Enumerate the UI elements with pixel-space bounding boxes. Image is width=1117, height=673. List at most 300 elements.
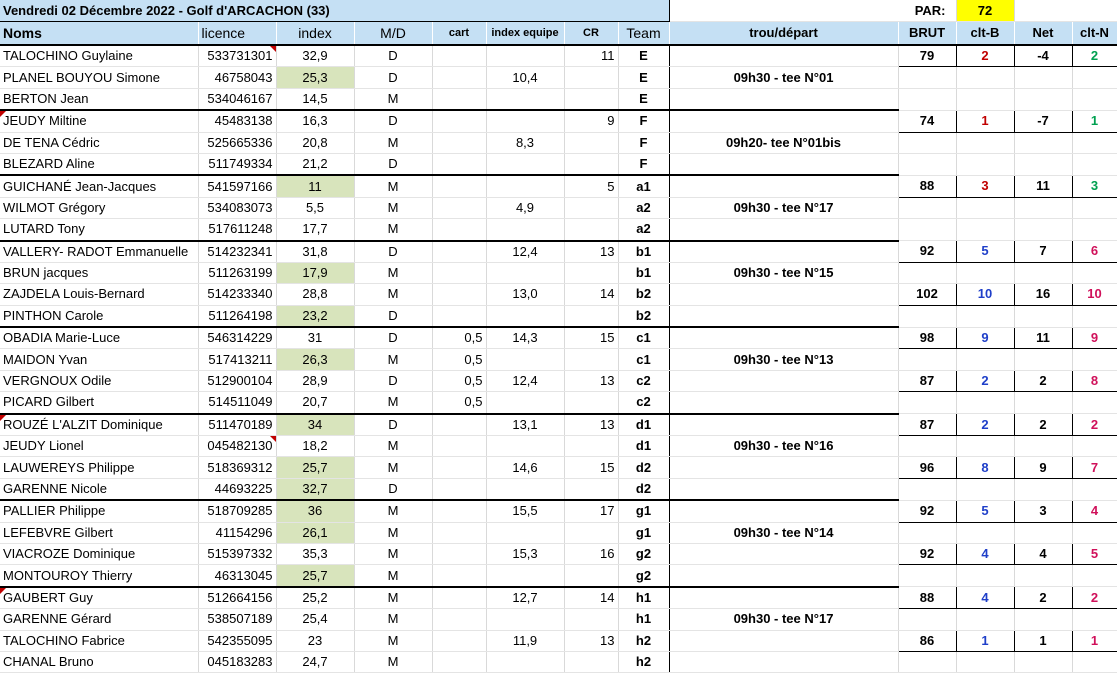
tee-time-cell[interactable] xyxy=(669,543,898,564)
clt-b-cell[interactable] xyxy=(956,392,1014,414)
licence-cell[interactable]: 511470189 xyxy=(198,414,276,436)
net-cell[interactable]: 16 xyxy=(1014,284,1072,305)
index-equipe-cell[interactable] xyxy=(486,609,564,630)
team-cell[interactable]: h1 xyxy=(618,609,669,630)
clt-b-cell[interactable] xyxy=(956,609,1014,630)
clt-n-cell[interactable]: 1 xyxy=(1072,630,1117,651)
player-name[interactable]: JEUDY Lionel xyxy=(0,436,198,457)
header-clt-n[interactable]: clt-N xyxy=(1072,22,1117,46)
cr-cell[interactable] xyxy=(564,609,618,630)
index-cell[interactable]: 28,8 xyxy=(276,284,354,305)
team-cell[interactable]: c2 xyxy=(618,392,669,414)
cart-cell[interactable] xyxy=(432,153,486,175)
cr-cell[interactable] xyxy=(564,478,618,500)
clt-b-cell[interactable]: 1 xyxy=(956,630,1014,651)
brut-cell[interactable]: 102 xyxy=(898,284,956,305)
brut-cell[interactable] xyxy=(898,349,956,370)
licence-cell[interactable]: 41154296 xyxy=(198,522,276,543)
brut-cell[interactable]: 98 xyxy=(898,327,956,349)
tee-time-cell[interactable]: 09h30 - tee N°17 xyxy=(669,609,898,630)
licence-cell[interactable]: 546314229 xyxy=(198,327,276,349)
tee-time-cell[interactable] xyxy=(669,630,898,651)
net-cell[interactable] xyxy=(1014,436,1072,457)
licence-cell[interactable]: 44693225 xyxy=(198,478,276,500)
clt-b-cell[interactable] xyxy=(956,478,1014,500)
index-equipe-cell[interactable] xyxy=(486,45,564,67)
md-cell[interactable]: D xyxy=(354,327,432,349)
clt-n-cell[interactable]: 1 xyxy=(1072,110,1117,132)
team-cell[interactable]: a1 xyxy=(618,175,669,197)
clt-b-cell[interactable] xyxy=(956,197,1014,218)
cr-cell[interactable]: 13 xyxy=(564,414,618,436)
clt-n-cell[interactable] xyxy=(1072,565,1117,587)
tee-time-cell[interactable] xyxy=(669,88,898,110)
index-equipe-cell[interactable] xyxy=(486,349,564,370)
md-cell[interactable]: M xyxy=(354,630,432,651)
index-equipe-cell[interactable]: 14,3 xyxy=(486,327,564,349)
index-equipe-cell[interactable] xyxy=(486,392,564,414)
index-equipe-cell[interactable] xyxy=(486,262,564,283)
index-equipe-cell[interactable]: 12,7 xyxy=(486,587,564,609)
cr-cell[interactable]: 9 xyxy=(564,110,618,132)
index-cell[interactable]: 25,7 xyxy=(276,457,354,478)
index-cell[interactable]: 36 xyxy=(276,500,354,522)
team-cell[interactable]: F xyxy=(618,110,669,132)
md-cell[interactable]: M xyxy=(354,587,432,609)
cart-cell[interactable] xyxy=(432,219,486,241)
md-cell[interactable]: M xyxy=(354,262,432,283)
player-name[interactable]: BERTON Jean xyxy=(0,88,198,110)
cr-cell[interactable] xyxy=(564,153,618,175)
clt-n-cell[interactable] xyxy=(1072,197,1117,218)
cr-cell[interactable] xyxy=(564,349,618,370)
tee-time-cell[interactable] xyxy=(669,153,898,175)
player-name[interactable]: ROUZÉ L'ALZIT Dominique xyxy=(0,414,198,436)
clt-b-cell[interactable]: 5 xyxy=(956,241,1014,263)
clt-n-cell[interactable]: 3 xyxy=(1072,175,1117,197)
net-cell[interactable] xyxy=(1014,565,1072,587)
cr-cell[interactable] xyxy=(564,88,618,110)
player-name[interactable]: LAUWEREYS Philippe xyxy=(0,457,198,478)
index-equipe-cell[interactable] xyxy=(486,175,564,197)
index-equipe-cell[interactable]: 15,5 xyxy=(486,500,564,522)
md-cell[interactable]: D xyxy=(354,45,432,67)
cr-cell[interactable] xyxy=(564,565,618,587)
licence-cell[interactable]: 517413211 xyxy=(198,349,276,370)
licence-cell[interactable]: 538507189 xyxy=(198,609,276,630)
cr-cell[interactable] xyxy=(564,197,618,218)
header-clt-b[interactable]: clt-B xyxy=(956,22,1014,46)
md-cell[interactable]: M xyxy=(354,543,432,564)
clt-b-cell[interactable]: 10 xyxy=(956,284,1014,305)
licence-cell[interactable]: 512664156 xyxy=(198,587,276,609)
player-name[interactable]: GARENNE Gérard xyxy=(0,609,198,630)
team-cell[interactable]: g1 xyxy=(618,500,669,522)
md-cell[interactable]: M xyxy=(354,436,432,457)
md-cell[interactable]: D xyxy=(354,67,432,88)
tee-time-cell[interactable] xyxy=(669,370,898,391)
clt-n-cell[interactable]: 2 xyxy=(1072,587,1117,609)
brut-cell[interactable]: 74 xyxy=(898,110,956,132)
header-trou-depart[interactable]: trou/départ xyxy=(669,22,898,46)
licence-cell[interactable]: 518709285 xyxy=(198,500,276,522)
cr-cell[interactable]: 14 xyxy=(564,587,618,609)
index-cell[interactable]: 17,9 xyxy=(276,262,354,283)
tee-time-cell[interactable] xyxy=(669,45,898,67)
md-cell[interactable]: D xyxy=(354,414,432,436)
team-cell[interactable]: d2 xyxy=(618,478,669,500)
cr-cell[interactable]: 11 xyxy=(564,45,618,67)
licence-cell[interactable]: 514233340 xyxy=(198,284,276,305)
cart-cell[interactable] xyxy=(432,88,486,110)
net-cell[interactable]: 3 xyxy=(1014,500,1072,522)
clt-n-cell[interactable] xyxy=(1072,478,1117,500)
player-name[interactable]: CHANAL Bruno xyxy=(0,651,198,672)
clt-n-cell[interactable]: 2 xyxy=(1072,414,1117,436)
cr-cell[interactable] xyxy=(564,436,618,457)
clt-b-cell[interactable] xyxy=(956,522,1014,543)
net-cell[interactable] xyxy=(1014,609,1072,630)
team-cell[interactable]: c2 xyxy=(618,370,669,391)
net-cell[interactable]: 11 xyxy=(1014,327,1072,349)
player-name[interactable]: VERGNOUX Odile xyxy=(0,370,198,391)
team-cell[interactable]: E xyxy=(618,88,669,110)
cart-cell[interactable] xyxy=(432,414,486,436)
tee-time-cell[interactable] xyxy=(669,500,898,522)
clt-b-cell[interactable] xyxy=(956,88,1014,110)
cr-cell[interactable]: 15 xyxy=(564,327,618,349)
licence-cell[interactable]: 542355095 xyxy=(198,630,276,651)
team-cell[interactable]: c1 xyxy=(618,327,669,349)
licence-cell[interactable]: 525665336 xyxy=(198,132,276,153)
player-name[interactable]: PALLIER Philippe xyxy=(0,500,198,522)
team-cell[interactable]: h2 xyxy=(618,630,669,651)
brut-cell[interactable] xyxy=(898,132,956,153)
tee-time-cell[interactable]: 09h30 - tee N°15 xyxy=(669,262,898,283)
player-name[interactable]: MONTOUROY Thierry xyxy=(0,565,198,587)
cr-cell[interactable] xyxy=(564,392,618,414)
index-equipe-cell[interactable]: 12,4 xyxy=(486,370,564,391)
index-equipe-cell[interactable] xyxy=(486,522,564,543)
index-equipe-cell[interactable]: 11,9 xyxy=(486,630,564,651)
brut-cell[interactable] xyxy=(898,153,956,175)
clt-b-cell[interactable] xyxy=(956,67,1014,88)
md-cell[interactable]: M xyxy=(354,197,432,218)
team-cell[interactable]: d1 xyxy=(618,436,669,457)
index-cell[interactable]: 35,3 xyxy=(276,543,354,564)
brut-cell[interactable]: 87 xyxy=(898,414,956,436)
cart-cell[interactable] xyxy=(432,522,486,543)
tee-time-cell[interactable]: 09h30 - tee N°17 xyxy=(669,197,898,218)
tee-time-cell[interactable]: 09h30 - tee N°13 xyxy=(669,349,898,370)
cr-cell[interactable] xyxy=(564,132,618,153)
index-cell[interactable]: 14,5 xyxy=(276,88,354,110)
net-cell[interactable] xyxy=(1014,392,1072,414)
brut-cell[interactable]: 92 xyxy=(898,543,956,564)
index-equipe-cell[interactable]: 4,9 xyxy=(486,197,564,218)
brut-cell[interactable] xyxy=(898,522,956,543)
player-name[interactable]: LEFEBVRE Gilbert xyxy=(0,522,198,543)
player-name[interactable]: OBADIA Marie-Luce xyxy=(0,327,198,349)
licence-cell[interactable]: 511263199 xyxy=(198,262,276,283)
net-cell[interactable]: 7 xyxy=(1014,241,1072,263)
clt-n-cell[interactable] xyxy=(1072,609,1117,630)
team-cell[interactable]: F xyxy=(618,132,669,153)
player-name[interactable]: PINTHON Carole xyxy=(0,305,198,327)
index-cell[interactable]: 26,1 xyxy=(276,522,354,543)
header-index[interactable]: index xyxy=(276,22,354,46)
licence-cell[interactable]: 045482130 xyxy=(198,436,276,457)
md-cell[interactable]: M xyxy=(354,392,432,414)
index-cell[interactable]: 28,9 xyxy=(276,370,354,391)
clt-b-cell[interactable]: 4 xyxy=(956,587,1014,609)
clt-b-cell[interactable] xyxy=(956,262,1014,283)
index-cell[interactable]: 16,3 xyxy=(276,110,354,132)
index-cell[interactable]: 23,2 xyxy=(276,305,354,327)
net-cell[interactable]: -4 xyxy=(1014,45,1072,67)
clt-n-cell[interactable]: 10 xyxy=(1072,284,1117,305)
player-name[interactable]: VIACROZE Dominique xyxy=(0,543,198,564)
md-cell[interactable]: M xyxy=(354,219,432,241)
cr-cell[interactable]: 13 xyxy=(564,370,618,391)
cr-cell[interactable]: 13 xyxy=(564,241,618,263)
cart-cell[interactable] xyxy=(432,132,486,153)
cart-cell[interactable] xyxy=(432,587,486,609)
cart-cell[interactable] xyxy=(432,110,486,132)
clt-n-cell[interactable]: 6 xyxy=(1072,241,1117,263)
index-cell[interactable]: 17,7 xyxy=(276,219,354,241)
brut-cell[interactable]: 79 xyxy=(898,45,956,67)
brut-cell[interactable] xyxy=(898,262,956,283)
net-cell[interactable] xyxy=(1014,349,1072,370)
player-name[interactable]: PICARD Gilbert xyxy=(0,392,198,414)
brut-cell[interactable] xyxy=(898,67,956,88)
licence-cell[interactable]: 541597166 xyxy=(198,175,276,197)
md-cell[interactable]: D xyxy=(354,241,432,263)
team-cell[interactable]: h1 xyxy=(618,587,669,609)
licence-cell[interactable]: 511264198 xyxy=(198,305,276,327)
clt-n-cell[interactable] xyxy=(1072,132,1117,153)
team-cell[interactable]: b2 xyxy=(618,305,669,327)
cart-cell[interactable] xyxy=(432,565,486,587)
net-cell[interactable] xyxy=(1014,305,1072,327)
header-licence[interactable]: licence xyxy=(198,22,276,46)
clt-n-cell[interactable] xyxy=(1072,219,1117,241)
index-cell[interactable]: 25,3 xyxy=(276,67,354,88)
licence-cell[interactable]: 45483138 xyxy=(198,110,276,132)
net-cell[interactable] xyxy=(1014,522,1072,543)
tee-time-cell[interactable] xyxy=(669,327,898,349)
clt-b-cell[interactable]: 2 xyxy=(956,45,1014,67)
team-cell[interactable]: h2 xyxy=(618,651,669,672)
index-cell[interactable]: 32,7 xyxy=(276,478,354,500)
cr-cell[interactable]: 14 xyxy=(564,284,618,305)
md-cell[interactable]: D xyxy=(354,110,432,132)
md-cell[interactable]: M xyxy=(354,651,432,672)
index-equipe-cell[interactable] xyxy=(486,436,564,457)
licence-cell[interactable]: 534083073 xyxy=(198,197,276,218)
tee-time-cell[interactable] xyxy=(669,478,898,500)
cr-cell[interactable]: 5 xyxy=(564,175,618,197)
clt-b-cell[interactable]: 8 xyxy=(956,457,1014,478)
cr-cell[interactable] xyxy=(564,262,618,283)
index-equipe-cell[interactable]: 14,6 xyxy=(486,457,564,478)
licence-cell[interactable]: 534046167 xyxy=(198,88,276,110)
tee-time-cell[interactable] xyxy=(669,241,898,263)
cart-cell[interactable] xyxy=(432,175,486,197)
header-cart[interactable]: cart xyxy=(432,22,486,46)
md-cell[interactable]: M xyxy=(354,132,432,153)
team-cell[interactable]: a2 xyxy=(618,197,669,218)
md-cell[interactable]: D xyxy=(354,370,432,391)
index-cell[interactable]: 21,2 xyxy=(276,153,354,175)
index-cell[interactable]: 20,7 xyxy=(276,392,354,414)
clt-b-cell[interactable]: 9 xyxy=(956,327,1014,349)
clt-b-cell[interactable]: 4 xyxy=(956,543,1014,564)
team-cell[interactable]: b1 xyxy=(618,262,669,283)
cart-cell[interactable] xyxy=(432,543,486,564)
md-cell[interactable]: D xyxy=(354,153,432,175)
team-cell[interactable]: g1 xyxy=(618,522,669,543)
player-name[interactable]: BRUN jacques xyxy=(0,262,198,283)
cr-cell[interactable]: 15 xyxy=(564,457,618,478)
index-cell[interactable]: 18,2 xyxy=(276,436,354,457)
clt-b-cell[interactable]: 3 xyxy=(956,175,1014,197)
player-name[interactable]: JEUDY Miltine xyxy=(0,110,198,132)
net-cell[interactable]: 2 xyxy=(1014,587,1072,609)
net-cell[interactable] xyxy=(1014,153,1072,175)
licence-cell[interactable]: 517611248 xyxy=(198,219,276,241)
brut-cell[interactable] xyxy=(898,88,956,110)
tee-time-cell[interactable] xyxy=(669,587,898,609)
tee-time-cell[interactable] xyxy=(669,457,898,478)
brut-cell[interactable]: 96 xyxy=(898,457,956,478)
cr-cell[interactable] xyxy=(564,67,618,88)
index-equipe-cell[interactable] xyxy=(486,110,564,132)
net-cell[interactable] xyxy=(1014,219,1072,241)
brut-cell[interactable] xyxy=(898,436,956,457)
index-cell[interactable]: 23 xyxy=(276,630,354,651)
team-cell[interactable]: d2 xyxy=(618,457,669,478)
clt-b-cell[interactable]: 1 xyxy=(956,110,1014,132)
brut-cell[interactable] xyxy=(898,609,956,630)
tee-time-cell[interactable] xyxy=(669,219,898,241)
clt-n-cell[interactable] xyxy=(1072,67,1117,88)
clt-n-cell[interactable] xyxy=(1072,88,1117,110)
brut-cell[interactable] xyxy=(898,565,956,587)
md-cell[interactable]: M xyxy=(354,349,432,370)
net-cell[interactable] xyxy=(1014,478,1072,500)
cart-cell[interactable] xyxy=(432,262,486,283)
cart-cell[interactable]: 0,5 xyxy=(432,370,486,391)
team-cell[interactable]: a2 xyxy=(618,219,669,241)
team-cell[interactable]: b1 xyxy=(618,241,669,263)
par-value[interactable]: 72 xyxy=(956,0,1014,22)
brut-cell[interactable] xyxy=(898,219,956,241)
brut-cell[interactable] xyxy=(898,392,956,414)
clt-b-cell[interactable] xyxy=(956,436,1014,457)
md-cell[interactable]: M xyxy=(354,457,432,478)
clt-b-cell[interactable] xyxy=(956,349,1014,370)
player-name[interactable]: ZAJDELA Louis-Bernard xyxy=(0,284,198,305)
player-name[interactable]: GUICHANÉ Jean-Jacques xyxy=(0,175,198,197)
cart-cell[interactable] xyxy=(432,500,486,522)
clt-b-cell[interactable] xyxy=(956,132,1014,153)
brut-cell[interactable] xyxy=(898,197,956,218)
team-cell[interactable]: E xyxy=(618,45,669,67)
index-equipe-cell[interactable]: 13,1 xyxy=(486,414,564,436)
clt-n-cell[interactable] xyxy=(1072,262,1117,283)
cart-cell[interactable]: 0,5 xyxy=(432,392,486,414)
tee-time-cell[interactable] xyxy=(669,110,898,132)
index-equipe-cell[interactable]: 10,4 xyxy=(486,67,564,88)
tee-time-cell[interactable] xyxy=(669,284,898,305)
net-cell[interactable] xyxy=(1014,197,1072,218)
index-equipe-cell[interactable]: 15,3 xyxy=(486,543,564,564)
net-cell[interactable]: -7 xyxy=(1014,110,1072,132)
player-name[interactable]: BLEZARD Aline xyxy=(0,153,198,175)
clt-n-cell[interactable] xyxy=(1072,305,1117,327)
brut-cell[interactable] xyxy=(898,478,956,500)
cart-cell[interactable]: 0,5 xyxy=(432,349,486,370)
index-equipe-cell[interactable] xyxy=(486,565,564,587)
clt-b-cell[interactable]: 2 xyxy=(956,414,1014,436)
tee-time-cell[interactable] xyxy=(669,392,898,414)
cart-cell[interactable] xyxy=(432,609,486,630)
licence-cell[interactable]: 511749334 xyxy=(198,153,276,175)
header-index-equipe[interactable]: index equipe xyxy=(486,22,564,46)
index-cell[interactable]: 31,8 xyxy=(276,241,354,263)
md-cell[interactable]: D xyxy=(354,305,432,327)
net-cell[interactable]: 11 xyxy=(1014,175,1072,197)
licence-cell[interactable]: 518369312 xyxy=(198,457,276,478)
cart-cell[interactable] xyxy=(432,305,486,327)
index-cell[interactable]: 25,2 xyxy=(276,587,354,609)
net-cell[interactable] xyxy=(1014,262,1072,283)
cr-cell[interactable]: 17 xyxy=(564,500,618,522)
brut-cell[interactable]: 92 xyxy=(898,500,956,522)
index-equipe-cell[interactable] xyxy=(486,88,564,110)
team-cell[interactable]: F xyxy=(618,153,669,175)
clt-b-cell[interactable] xyxy=(956,153,1014,175)
tee-time-cell[interactable] xyxy=(669,565,898,587)
brut-cell[interactable]: 88 xyxy=(898,587,956,609)
cart-cell[interactable] xyxy=(432,478,486,500)
clt-n-cell[interactable] xyxy=(1072,436,1117,457)
net-cell[interactable] xyxy=(1014,132,1072,153)
cart-cell[interactable] xyxy=(432,457,486,478)
net-cell[interactable] xyxy=(1014,88,1072,110)
clt-n-cell[interactable] xyxy=(1072,349,1117,370)
header-noms[interactable]: Noms xyxy=(0,22,198,46)
net-cell[interactable]: 2 xyxy=(1014,370,1072,391)
net-cell[interactable]: 9 xyxy=(1014,457,1072,478)
team-cell[interactable]: g2 xyxy=(618,565,669,587)
cart-cell[interactable] xyxy=(432,630,486,651)
cart-cell[interactable] xyxy=(432,197,486,218)
clt-n-cell[interactable]: 9 xyxy=(1072,327,1117,349)
index-cell[interactable]: 31 xyxy=(276,327,354,349)
index-cell[interactable]: 11 xyxy=(276,175,354,197)
team-cell[interactable]: c1 xyxy=(618,349,669,370)
index-cell[interactable]: 5,5 xyxy=(276,197,354,218)
clt-b-cell[interactable] xyxy=(956,565,1014,587)
clt-n-cell[interactable] xyxy=(1072,153,1117,175)
cr-cell[interactable]: 16 xyxy=(564,543,618,564)
clt-n-cell[interactable] xyxy=(1072,522,1117,543)
index-equipe-cell[interactable]: 12,4 xyxy=(486,241,564,263)
player-name[interactable]: MAIDON Yvan xyxy=(0,349,198,370)
